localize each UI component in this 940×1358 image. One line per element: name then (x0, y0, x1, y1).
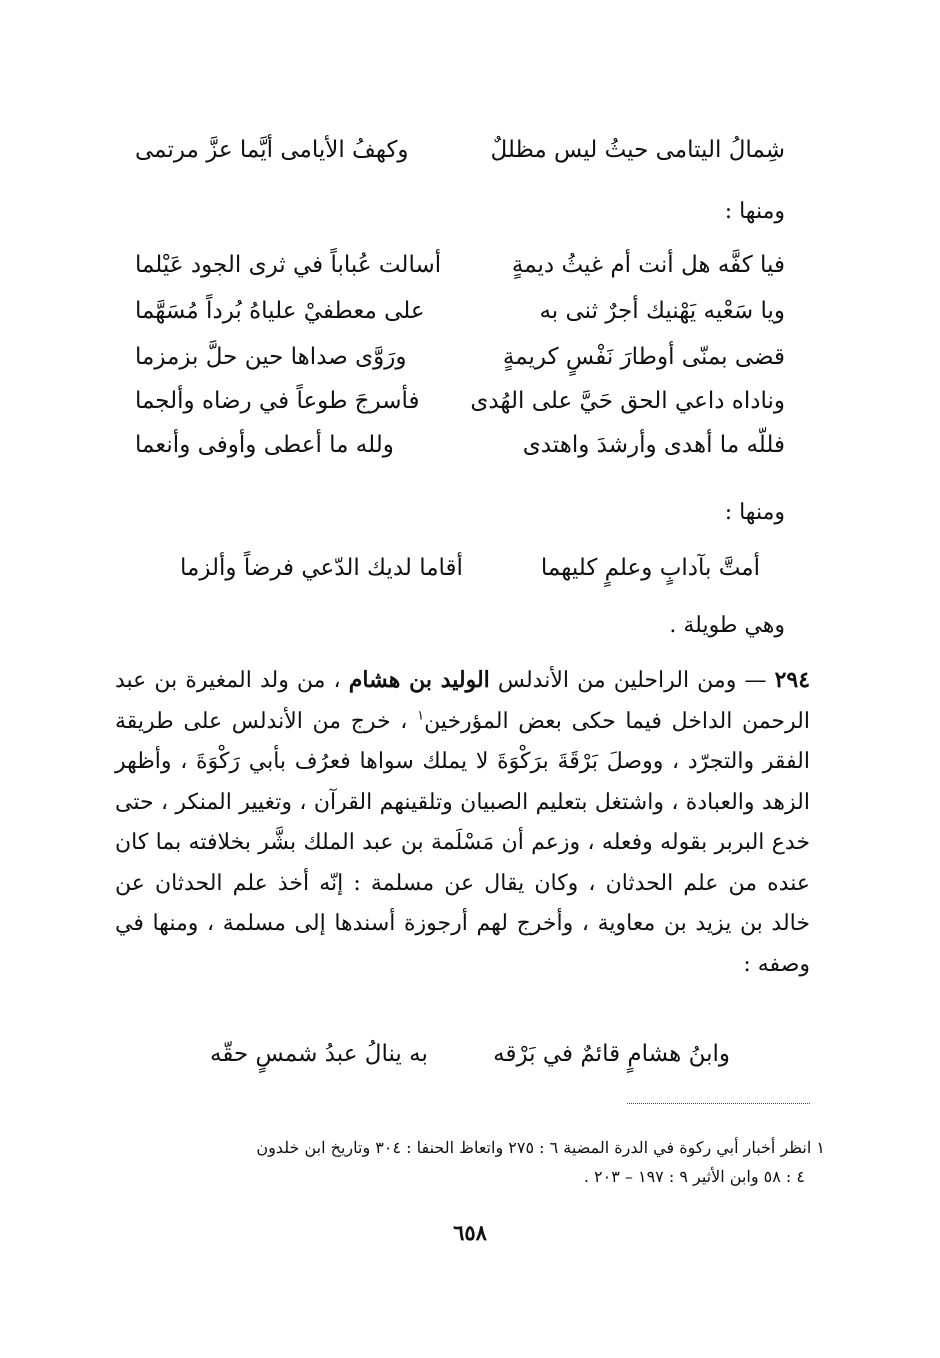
entry-number: ٢٩٤ (774, 667, 811, 693)
entry-person-name: الوليد بن هشام (348, 667, 490, 693)
footnote (115, 1133, 825, 1191)
hemistich-2: وكهفُ الأيامى أيَّما عزَّ مرتمى (135, 137, 409, 163)
hemistich-2: فأسرجَ طوعاً في رضاه وألجما (135, 388, 420, 414)
section-label-2: ومنها : (724, 500, 785, 525)
hemistich-2: أقاما لديك الدّعي فرضاً وألزما (180, 555, 463, 581)
hemistich-2: على معطفيْ علياهُ بُرداً مُسَهَّما (135, 298, 425, 324)
stanza-line (135, 291, 785, 331)
page-number: ٦٥٨ (453, 1220, 487, 1245)
hemistich-1: فللّه ما أهدى وأرشدَ واهتدى (522, 432, 785, 458)
hemistich-2: ولله ما أعطى وأوفى وأنعما (135, 432, 394, 458)
hemistich-1: قضى بمنّى أوطارَ نَفْسٍ كريمةٍ (502, 344, 785, 370)
stanza-line (135, 425, 785, 465)
entry-dash: — (736, 668, 775, 693)
footnote-separator (627, 1103, 810, 1104)
entry-text-pre: ومن الراحلين من الأندلس (489, 668, 737, 693)
section-label-1: ومنها : (724, 199, 785, 224)
hemistich-1: شِمالُ اليتامى حيثُ ليس مظللٌ (490, 137, 785, 163)
stanza-line (135, 245, 785, 285)
stanza-line (135, 381, 785, 421)
verse-bottom (210, 1034, 730, 1074)
hemistich-1: ويا سَعْيه يَهْنيك أجرٌ ثنى به (539, 298, 785, 324)
hemistich-1: وابنُ هشامٍ قائمٌ في بَرْقه (493, 1041, 730, 1067)
verse-top (135, 130, 785, 170)
hemistich-2: أسالت عُباباً في ثرى الجود عَيْلما (135, 252, 442, 278)
footnote-ref: ١ (417, 708, 425, 724)
entry-paragraph (115, 660, 810, 985)
hemistich-1: فيا كفَّه هل أنت أم غيثُ ديمةٍ (511, 252, 785, 278)
entry-text-1: ، من ولد المغيرة بن عبد الرحمن الداخل فيما حكى بعض المؤرخين (115, 668, 810, 734)
footnote-line-2: ٤ : ٥٨ وابن الأثير ٩ : ١٩٧ – ٢٠٣ . (583, 1167, 805, 1186)
verse-mid (180, 548, 760, 588)
hemistich-2: به ينالُ عبدُ شمسٍ حقّه (210, 1041, 428, 1067)
hemistich-2: ورَوَّى صداها حين حلَّ بزمزما (135, 344, 407, 370)
footnote-line-1: ١ انظر أخبار أبي ركوة في الدرة المضية ٦ : ٢٧٥ واتعاظ الحنفا : ٣٠٤ وتاريخ ابن خلدون (256, 1138, 825, 1157)
hemistich-1: وناداه داعي الحق حَيَّ على الهُدى (470, 388, 785, 414)
closing-note: وهي طويلة . (669, 613, 785, 638)
hemistich-1: أمتَّ بآدابٍ وعلمٍ كليهما (540, 555, 760, 581)
stanza-line (135, 337, 785, 377)
entry-text-2: ، خرج من الأندلس على طريقة الفقر والتجرّد ، ووصلَ بَرْقَةَ برَكْوَةَ لا يملك سواها فعرُف بأبي رَكْوَةَ ، وأظهر الزهد والعبادة ، واشتغل بتعليم الصبيان وتلقينهم القرآن ، وتغيير المنكر ، حتى خدع البربر بقوله وفعله ، وزعم أن مَسْلَمة بن عبد الملك بشَّر بخلافته بما كان عنده من علم الحدثان ، وكان يقال عن مسلمة : إنّه أخذ علم الحدثان عن خالد بن يزيد بن معاوية ، وأخرج لهم أرجوزة أسندها إلى مسلمة ، ومنها في وصفه : (115, 708, 810, 977)
